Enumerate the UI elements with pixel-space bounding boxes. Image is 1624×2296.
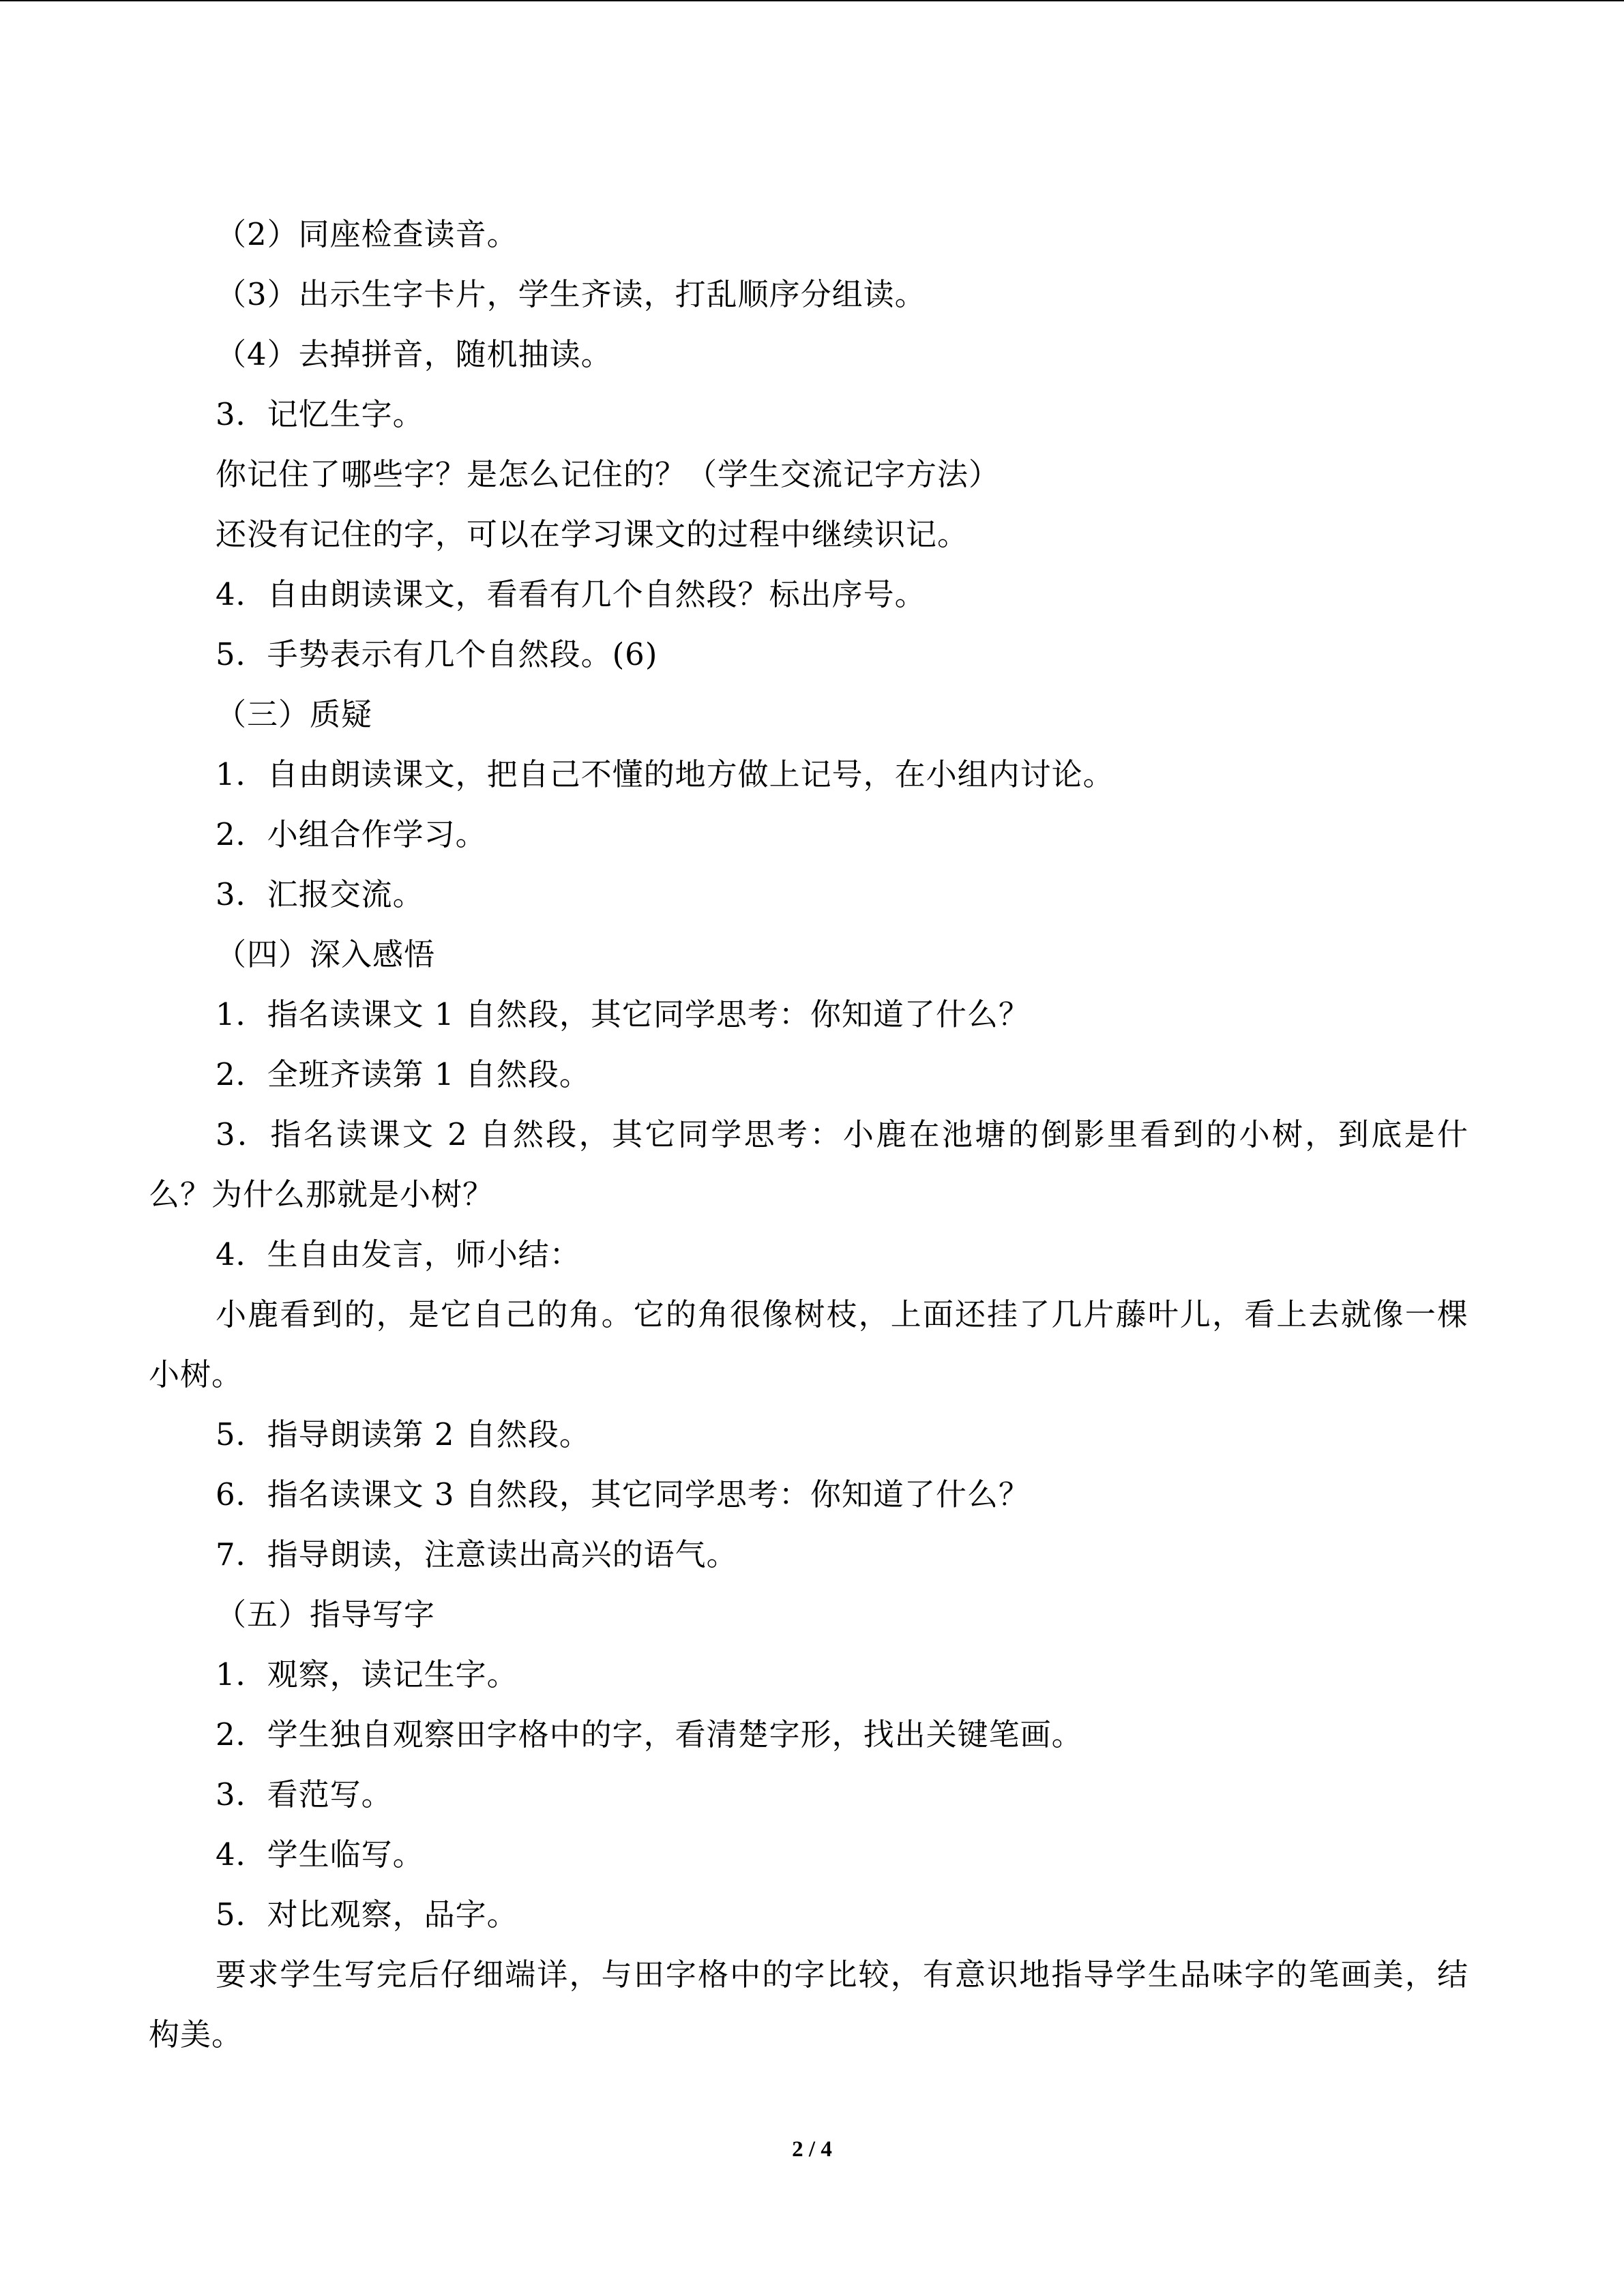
paragraph: 小鹿看到的，是它自己的角。它的角很像树枝，上面还挂了几片藤叶儿，看上去就像一棵小树。	[149, 1296, 1468, 1392]
paragraph: 3．看范写。	[216, 1776, 393, 1813]
paragraph: 6．指名读课文 3 自然段，其它同学思考：你知道了什么？	[216, 1476, 1030, 1512]
paragraph: 4．生自由发言，师小结：	[216, 1236, 581, 1272]
paragraph: 1．自由朗读课文，把自己不懂的地方做上记号，在小组内讨论。	[216, 756, 1114, 792]
paragraph: 7．指导朗读，注意读出高兴的语气。	[216, 1536, 738, 1572]
paragraph: 你记住了哪些字？是怎么记住的？（学生交流记字方法）	[216, 456, 1001, 492]
section-heading: （三）质疑	[216, 696, 373, 732]
paragraph: 3．指名读课文 2 自然段，其它同学思考：小鹿在池塘的倒影里看到的小树，到底是什么？为什么那就是小树？	[149, 1116, 1468, 1212]
paragraph: 4．学生临写。	[216, 1836, 424, 1873]
paragraph: （4）去掉拼音，随机抽读。	[216, 336, 612, 372]
paragraph: （3）出示生字卡片，学生齐读，打乱顺序分组读。	[216, 276, 926, 312]
paragraph: 5．手势表示有几个自然段。(6)	[216, 636, 658, 672]
paragraph: 5．指导朗读第 2 自然段。	[216, 1416, 591, 1452]
page-number: 2 / 4	[792, 2137, 832, 2162]
paragraph: 3．记忆生字。	[216, 396, 424, 432]
paragraph: 还没有记住的字，可以在学习课文的过程中继续识记。	[216, 516, 969, 552]
paragraph: 1．指名读课文 1 自然段，其它同学思考：你知道了什么？	[216, 996, 1030, 1032]
paragraph: 3．汇报交流。	[216, 876, 424, 912]
section-heading: （五）指导写字	[216, 1596, 436, 1632]
section-heading: （四）深入感悟	[216, 936, 436, 972]
document-body	[149, 205, 1468, 2065]
paragraph: （2）同座检查读音。	[216, 216, 518, 252]
paragraph: 要求学生写完后仔细端详，与田字格中的字比较，有意识地指导学生品味字的笔画美，结构美。	[149, 1956, 1468, 2053]
paragraph: 2．学生独自观察田字格中的字，看清楚字形，找出关键笔画。	[216, 1716, 1083, 1753]
paragraph: 5．对比观察，品字。	[216, 1896, 518, 1933]
top-border-line	[0, 0, 1624, 1]
paragraph: 1．观察，读记生字。	[216, 1656, 518, 1693]
paragraph: 2．小组合作学习。	[216, 816, 487, 852]
paragraph: 4．自由朗读课文，看看有几个自然段？标出序号。	[216, 576, 926, 612]
paragraph: 2．全班齐读第 1 自然段。	[216, 1056, 591, 1092]
